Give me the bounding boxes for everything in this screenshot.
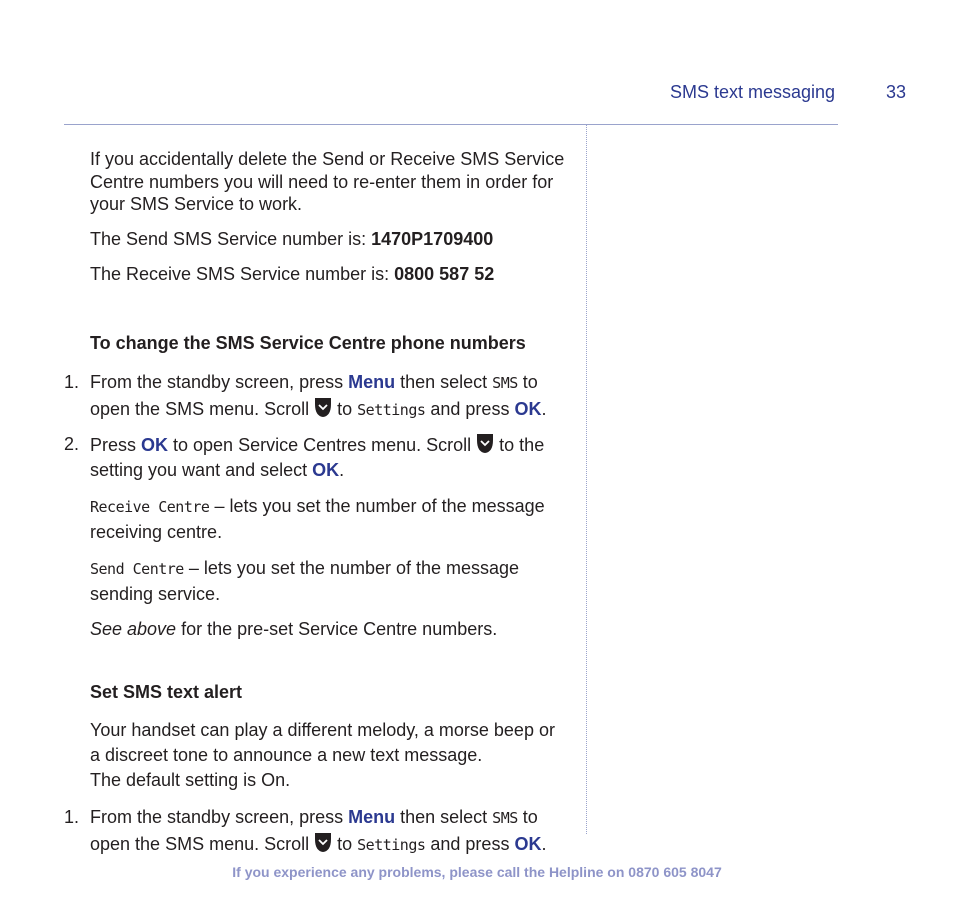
step-text: then select [395,807,493,827]
step-text: Press [90,435,142,455]
section-heading-text-alert: Set SMS text alert [90,682,243,702]
step-text: then select [395,372,493,392]
helpline-number: 0870 605 8047 [628,864,722,880]
scroll-down-icon [314,396,332,418]
lcd-sms: SMS [492,374,518,392]
see-above-note [90,618,566,641]
alert-paragraph [90,718,566,793]
step-alert-1 [64,805,566,858]
header-divider [64,124,838,125]
ok-key: OK [514,399,542,419]
receive-number-label: The Receive SMS Service number is: [90,264,395,284]
send-number-line [90,228,566,251]
receive-centre-text: – lets you set the number of the message receiving centre. [90,496,545,542]
ok-key: OK [514,834,542,854]
helpline-footer [0,864,954,880]
send-number-label: The Send SMS Service number is: [90,229,372,249]
scroll-down-icon [314,831,332,853]
step-text: . [541,399,547,419]
step-text: From the standby screen, press [90,807,349,827]
section-heading-service-centre: To change the SMS Service Centre phone numbers [90,333,526,353]
step-text: to open Service Centres menu. Scroll [168,435,477,455]
step-number: 1. [64,372,80,392]
receive-number-line [90,263,566,286]
receive-centre-item [90,494,566,545]
lcd-send-centre: Send Centre [90,560,184,578]
step-text: to [332,399,358,419]
lcd-receive-centre: Receive Centre [90,498,210,516]
ok-key: OK [312,460,340,480]
ok-key: OK [141,435,169,455]
menu-key: Menu [348,372,396,392]
section-title: SMS text messaging [670,82,836,102]
intro-paragraph: If you accidentally delete the Send or Receive SMS Service Centre numbers you will need to re-enter them in order for your SMS Service to work. [90,149,565,214]
send-number-value: 1470P1709400 [371,229,494,249]
send-centre-item [90,556,566,607]
step-number: 2. [64,434,80,454]
scroll-down-icon [476,432,494,454]
step-text: From the standby screen, press [90,372,349,392]
see-above-italic: See above [90,619,177,639]
lcd-sms: SMS [492,809,518,827]
footer-text: If you experience any problems, please call the Helpline on [232,864,629,880]
receive-number-value: 0800 587 52 [394,264,495,284]
send-centre-text: – lets you set the number of the message sending service. [90,558,520,604]
step-text: to the setting you want and select [90,435,545,480]
page-number: 33 [886,82,907,102]
step-text: . [541,834,547,854]
column-divider [586,124,587,834]
alert-text: Your handset can play a different melody, a morse beep or a discreet tone to announce a new text message. [90,720,555,765]
step-number: 1. [64,807,80,827]
step-text: to open the SMS menu. Scroll [90,807,538,854]
step-change-2 [64,432,566,483]
alert-default-text: The default setting is On. [90,770,291,790]
step-text: to open the SMS menu. Scroll [90,372,538,419]
see-above-text: for the pre-set Service Centre numbers. [176,619,498,639]
lcd-settings: Settings [357,836,426,854]
step-change-1 [64,370,566,423]
menu-key: Menu [348,807,396,827]
step-text: . [339,460,345,480]
step-text: and press [425,399,515,419]
step-text: and press [425,834,515,854]
step-text: to [332,834,358,854]
lcd-settings: Settings [357,401,426,419]
